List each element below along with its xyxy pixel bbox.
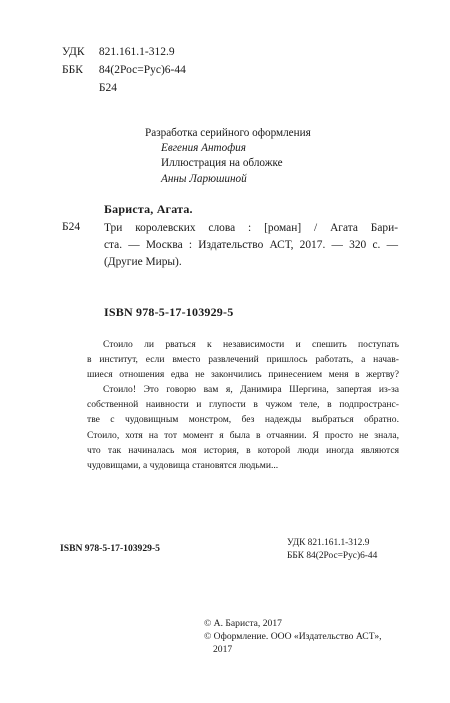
- copyright-design: © Оформление. ООО «Издательство АСТ»,: [204, 631, 382, 643]
- isbn-main: ISBN 978-5-17-103929-5: [104, 305, 234, 319]
- annotation-line: чудовищами, а чудовища становятся людьми...: [87, 459, 279, 471]
- annotation-line: тве с чудовищным монстром, без надежды выбраться обратно.: [87, 414, 399, 426]
- catalog-line: ста. — Москва : Издательство АСТ, 2017. — 320 с. —: [104, 239, 398, 251]
- bbk-value: 84(2Рос=Рус)6-44: [98, 64, 186, 76]
- bottom-bbk: ББК 84(2Рос=Рус)6-44: [287, 551, 378, 561]
- catalog-author-mark: Б24: [62, 221, 81, 233]
- credits-block: [145, 126, 311, 187]
- bottom-udk: УДК 821.161.1-312.9: [287, 538, 370, 548]
- catalog-line: (Другие Миры).: [104, 256, 182, 268]
- bbk-label: ББК: [62, 64, 83, 76]
- catalog-description: [104, 220, 398, 271]
- cover-illustration-label: Иллюстрация на обложке: [161, 157, 283, 170]
- bottom-classification: [287, 537, 377, 563]
- copyright-design-year: 2017: [213, 644, 233, 656]
- annotation-line: Стоило! Это говорю вам я, Данимира Шергина, запертая из-за: [103, 384, 399, 396]
- classification-block: [62, 43, 186, 97]
- annotation: [87, 337, 399, 473]
- catalog-author: Бариста, Агата.: [104, 202, 193, 216]
- annotation-line: шиеся отношения едва не закончились принесением меня в жертву?: [87, 369, 399, 381]
- cover-illustrator-name: Анны Ларюшиной: [161, 172, 247, 185]
- bottom-isbn: ISBN 978-5-17-103929-5: [60, 543, 160, 554]
- annotation-line: что так начиналась моя история, в которой люди иногда являются: [87, 444, 399, 456]
- annotation-line: Стоило, хотя на тот момент я была в отчаянии. Я просто не знала,: [87, 429, 399, 441]
- copyright-block: [204, 617, 382, 657]
- bbk-row: [62, 61, 186, 79]
- annotation-line: в институт, если вместо развлечений пришлось работать, а начав-: [87, 354, 399, 366]
- udk-row: [62, 43, 186, 61]
- catalog-line: Три королевских слова : [роман] / Агата Бари-: [104, 222, 398, 234]
- annotation-line: Стоило ли рваться к независимости и спешить поступать: [103, 339, 399, 350]
- author-mark-row: [62, 79, 186, 97]
- series-design-label: Разработка серийного оформления: [145, 127, 311, 139]
- annotation-line: собственной наивности и глупости в чужом теле, в подпространс-: [87, 399, 399, 411]
- copyright-author: © А. Бариста, 2017: [204, 618, 282, 629]
- series-designer-name: Евгения Антофия: [161, 142, 246, 155]
- author-mark: Б24: [98, 82, 117, 94]
- udk-value: 821.161.1-312.9: [98, 46, 175, 58]
- udk-label: УДК: [62, 46, 85, 58]
